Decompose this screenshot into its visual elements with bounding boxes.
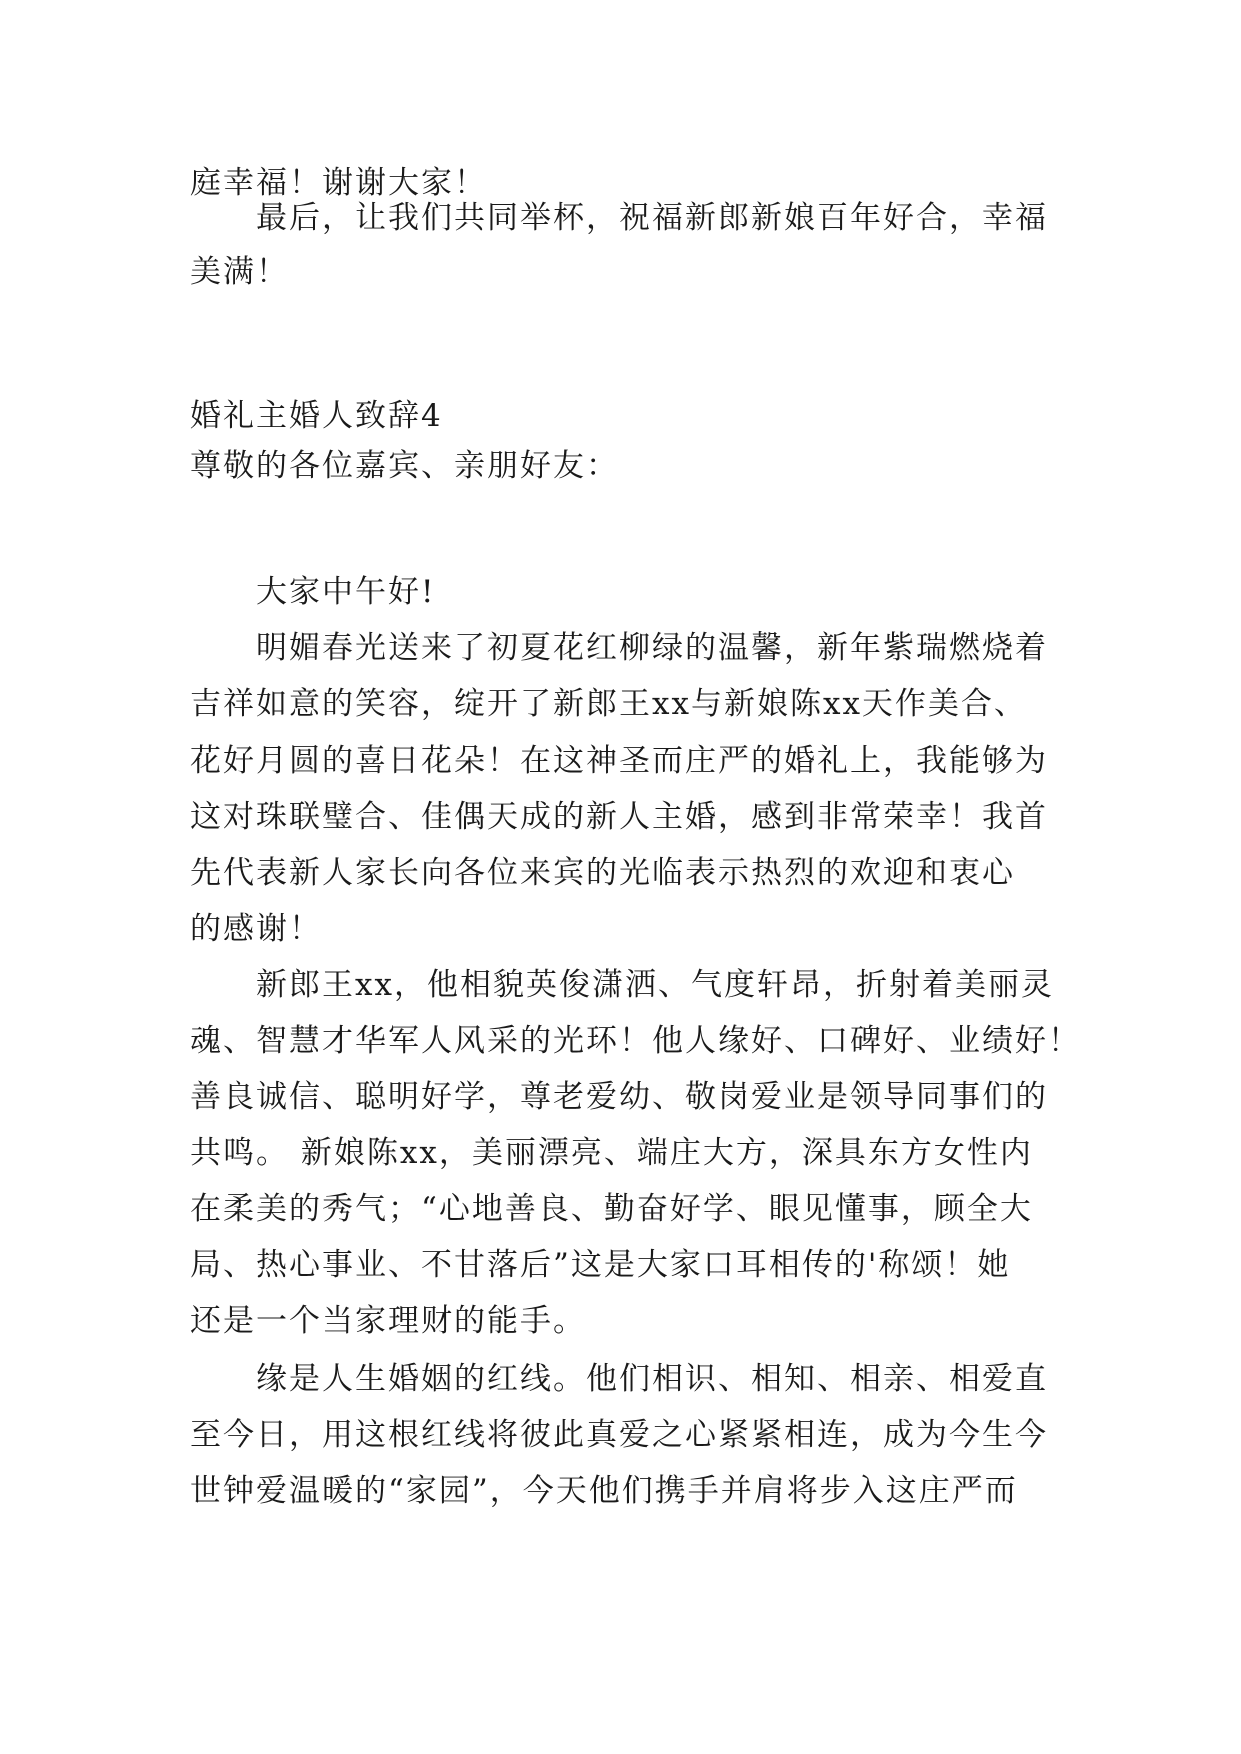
text-line: 善良诚信、聪明好学，尊老爱幼、敬岗爱业是领导同事们的	[190, 1079, 1048, 1115]
text-line: 花好月圆的喜日花朵！在这神圣而庄严的婚礼上，我能够为	[190, 743, 1048, 779]
text-line: 美满！	[190, 254, 289, 290]
text-line: 至今日，用这根红线将彼此真爱之心紧紧相连，成为今生今	[190, 1417, 1048, 1453]
text-line: 缘是人生婚姻的红线。他们相识、相知、相亲、相爱直	[256, 1361, 1048, 1397]
text-line: 世钟爱温暖的“家园”，今天他们携手并肩将步入这庄严而	[190, 1473, 1018, 1509]
section-heading: 婚礼主婚人致辞4	[190, 398, 443, 434]
text-line: 的感谢！	[190, 911, 322, 947]
text-line: 魂、智慧才华军人风采的光环！他人缘好、口碑好、业绩好！	[190, 1023, 1081, 1059]
text-line: 先代表新人家长向各位来宾的光临表示热烈的欢迎和衷心	[190, 855, 1015, 891]
text-line: 吉祥如意的笑容，绽开了新郎王xx与新娘陈xx天作美合、	[190, 686, 1027, 722]
text-line: 局、热心事业、不甘落后”这是大家口耳相传的'称颂！她	[190, 1247, 1011, 1283]
text-line: 最后，让我们共同举杯，祝福新郎新娘百年好合，幸福	[256, 200, 1048, 236]
text-line: 这对珠联璧合、佳偶天成的新人主婚，感到非常荣幸！我首	[190, 799, 1048, 835]
text-line: 还是一个当家理财的能手。	[190, 1303, 586, 1339]
salutation: 尊敬的各位嘉宾、亲朋好友：	[190, 448, 619, 484]
text-line: 明媚春光送来了初夏花红柳绿的温馨，新年紫瑞燃烧着	[256, 630, 1048, 666]
text-line: 新郎王xx，他相貌英俊潇洒、气度轩昂，折射着美丽灵	[256, 967, 1054, 1003]
text-line: 在柔美的秀气；“心地善良、勤奋好学、眼见懂事，顾全大	[190, 1191, 1033, 1227]
text-line: 庭幸福！谢谢大家！	[190, 165, 487, 201]
text-line: 共鸣。 新娘陈xx，美丽漂亮、端庄大方，深具东方女性内	[190, 1135, 1033, 1171]
text-line: 大家中午好!	[256, 574, 436, 610]
